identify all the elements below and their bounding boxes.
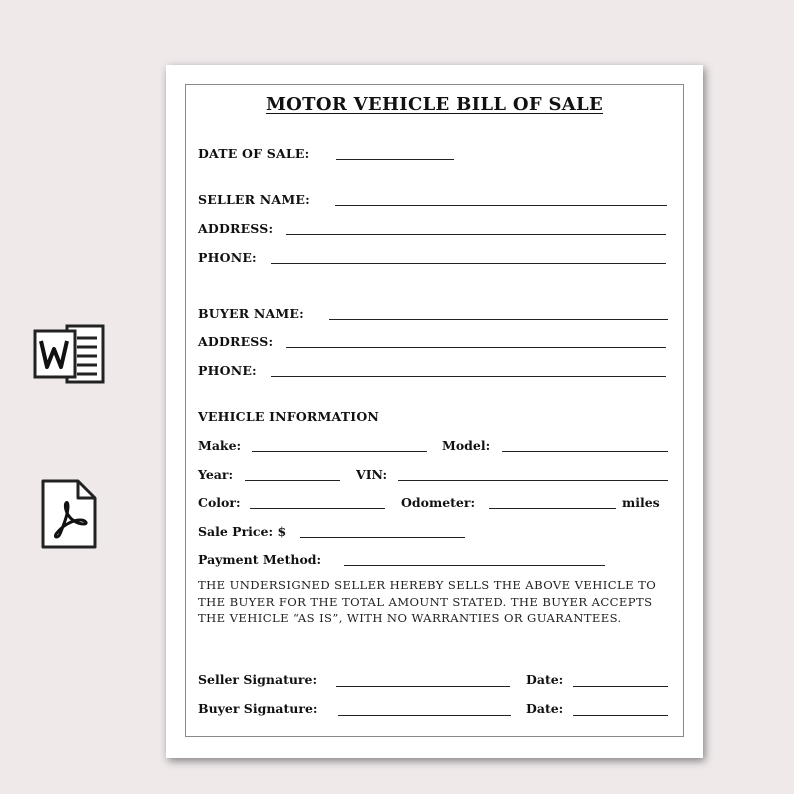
model-label: Model: — [442, 438, 491, 453]
sale-price-label: Sale Price: $ — [198, 524, 287, 539]
make-label: Make: — [198, 438, 242, 453]
vin-label: VIN: — [356, 467, 388, 482]
buyer-phone-field[interactable] — [271, 376, 666, 377]
model-field[interactable] — [502, 451, 668, 452]
color-label: Color: — [198, 495, 241, 510]
seller-phone-field[interactable] — [271, 263, 666, 264]
payment-method-label: Payment Method: — [198, 552, 322, 567]
seller-address-field[interactable] — [286, 234, 666, 235]
seller-phone-label: PHONE: — [198, 250, 257, 265]
buyer-phone-label: PHONE: — [198, 363, 257, 378]
buyer-name-label: BUYER NAME: — [198, 306, 304, 321]
pdf-document-icon[interactable] — [40, 478, 98, 550]
seller-name-field[interactable] — [335, 205, 667, 206]
seller-signature-label: Seller Signature: — [198, 672, 318, 687]
make-field[interactable] — [252, 451, 427, 452]
color-field[interactable] — [250, 508, 385, 509]
year-label: Year: — [198, 467, 234, 482]
date-of-sale-field[interactable] — [336, 159, 454, 160]
buyer-signature-field[interactable] — [338, 715, 511, 716]
seller-date-label: Date: — [526, 672, 564, 687]
seller-address-label: ADDRESS: — [198, 221, 274, 236]
vin-field[interactable] — [398, 480, 668, 481]
sale-price-field[interactable] — [300, 537, 465, 538]
document-title: MOTOR VEHICLE BILL OF SALE — [265, 94, 604, 115]
seller-name-label: SELLER NAME: — [198, 192, 310, 207]
buyer-address-label: ADDRESS: — [198, 334, 274, 349]
date-of-sale-label: DATE OF SALE: — [198, 146, 310, 161]
buyer-name-field[interactable] — [329, 319, 668, 320]
seller-signature-field[interactable] — [336, 686, 510, 687]
buyer-date-label: Date: — [526, 701, 564, 716]
buyer-date-field[interactable] — [573, 715, 668, 716]
sale-statement: THE UNDERSIGNED SELLER HEREBY SELLS THE ABOVE VEHICLE TO THE BUYER FOR THE TOTAL AMOUNT STATED. THE BUYER ACCEPTS THE VEHICLE “AS IS”, WITH NO WARRANTIES OR GUARANTEES. — [198, 578, 657, 625]
payment-method-field[interactable] — [344, 565, 605, 566]
year-field[interactable] — [245, 480, 340, 481]
odometer-unit: miles — [622, 495, 660, 510]
buyer-address-field[interactable] — [286, 347, 666, 348]
odometer-label: Odometer: — [401, 495, 476, 510]
bill-of-sale-sheet — [166, 65, 703, 758]
word-document-icon[interactable] — [33, 323, 105, 385]
odometer-field[interactable] — [489, 508, 616, 509]
vehicle-info-heading: VEHICLE INFORMATION — [198, 409, 380, 424]
buyer-signature-label: Buyer Signature: — [198, 701, 318, 716]
seller-date-field[interactable] — [573, 686, 668, 687]
